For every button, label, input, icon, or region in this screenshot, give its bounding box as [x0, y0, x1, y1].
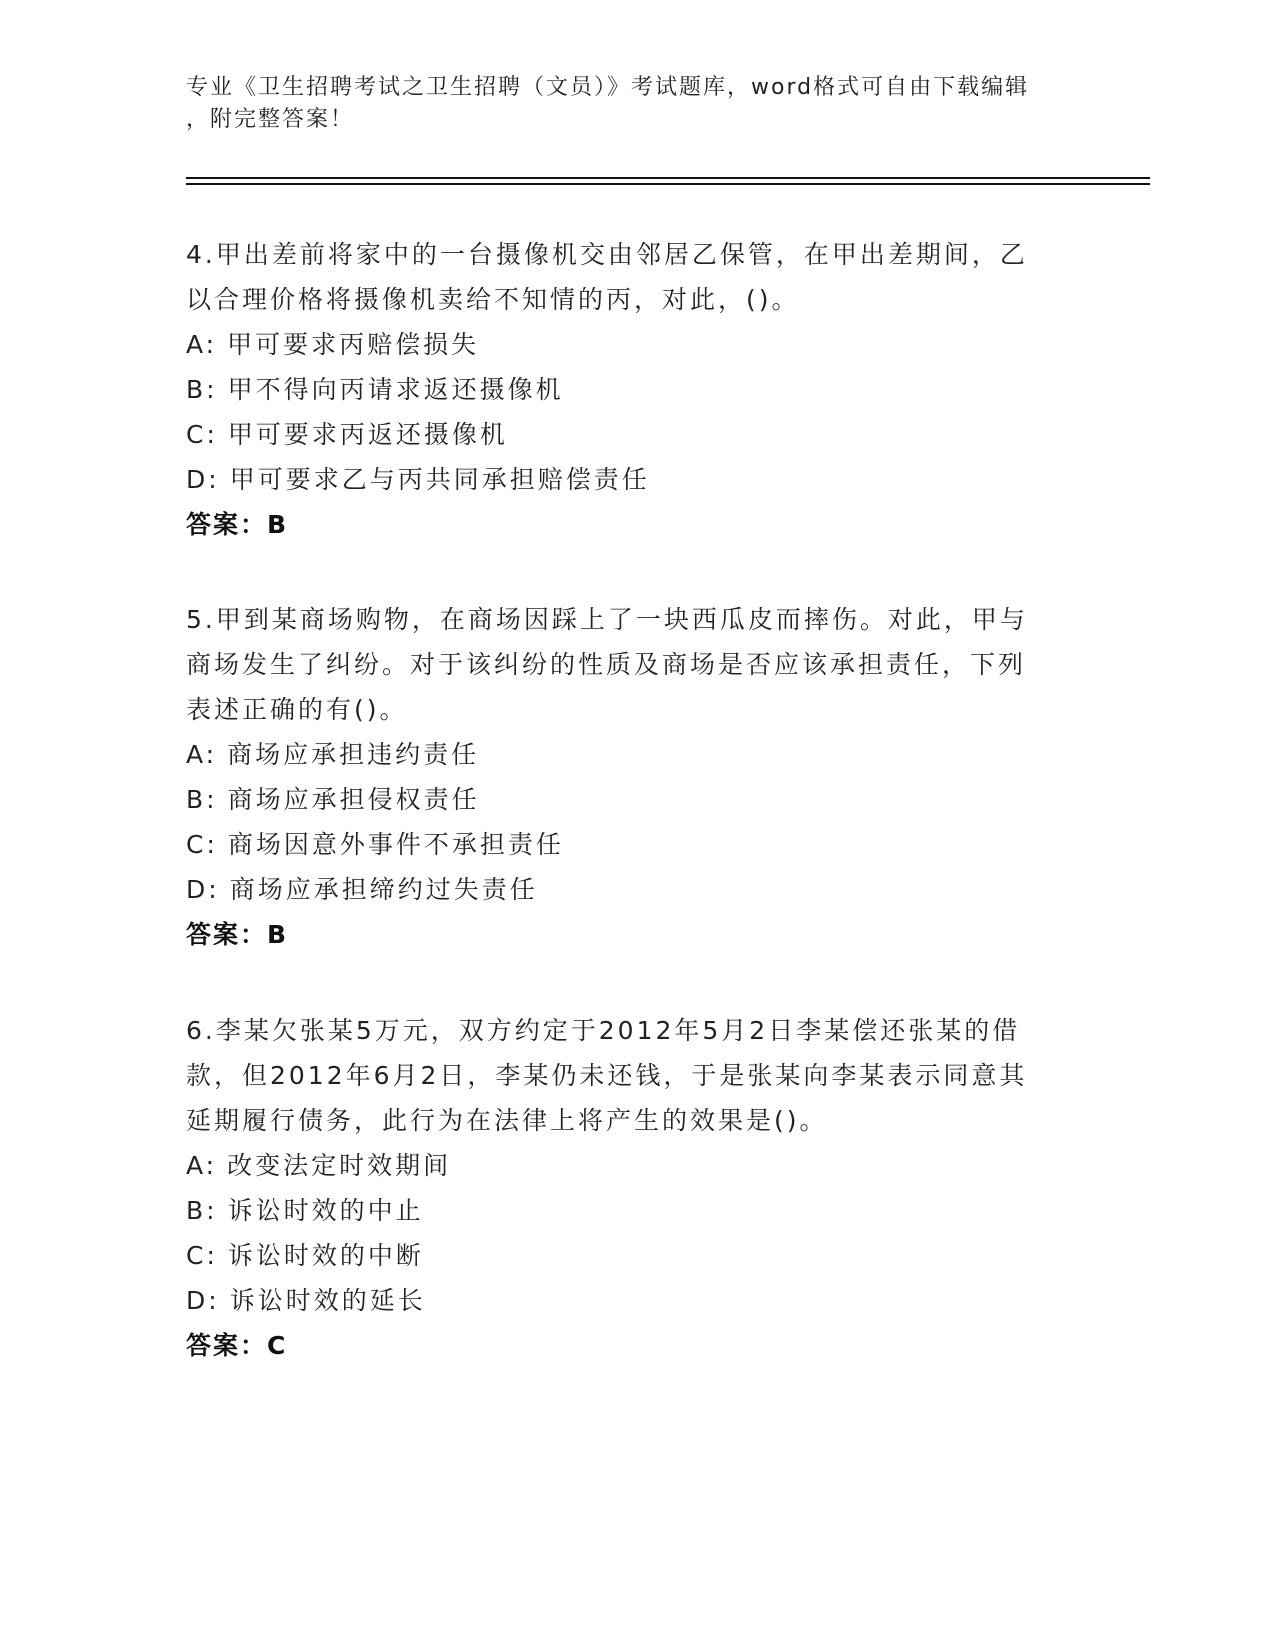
header-line-1: 专业《卫生招聘考试之卫生招聘（文员）》考试题库，word格式可自由下载编辑 — [186, 75, 1030, 100]
option-text: 甲可要求丙返还摄像机 — [227, 420, 508, 449]
option-text: 商场应承担缔约过失责任 — [229, 875, 538, 904]
option-letter: A: — [186, 1151, 218, 1180]
question-stem-line: 6.李某欠张某5万元，双方约定于2012年5月2日李某偿还张某的借 — [186, 1016, 1021, 1045]
option-text: 诉讼时效的中止 — [227, 1196, 424, 1225]
question-stem-line: 表述正确的有()。 — [186, 695, 408, 724]
option-d — [186, 457, 1086, 502]
option-letter: B: — [186, 785, 218, 814]
option-b — [186, 1188, 1086, 1233]
option-text: 商场因意外事件不承担责任 — [227, 830, 564, 859]
question-4 — [186, 232, 1086, 547]
answer-label: 答案：C — [186, 1331, 288, 1360]
option-letter: B: — [186, 375, 218, 404]
option-letter: B: — [186, 1196, 218, 1225]
question-stem-line: 商场发生了纠纷。对于该纠纷的性质及商场是否应该承担责任，下列 — [186, 650, 1027, 679]
option-a — [186, 1143, 1086, 1188]
option-text: 甲可要求乙与丙共同承担赔偿责任 — [229, 465, 650, 494]
option-letter: C: — [186, 1241, 218, 1270]
option-letter: D: — [186, 1286, 220, 1315]
option-c — [186, 822, 1086, 867]
option-text: 诉讼时效的延长 — [229, 1286, 426, 1315]
option-b — [186, 367, 1086, 412]
option-text: 诉讼时效的中断 — [227, 1241, 424, 1270]
document-header — [186, 72, 1066, 136]
option-a — [186, 322, 1086, 367]
header-line-2: ，附完整答案！ — [186, 107, 355, 132]
option-d — [186, 1278, 1086, 1323]
question-stem-line: 延期履行债务，此行为在法律上将产生的效果是()。 — [186, 1106, 828, 1135]
option-b — [186, 777, 1086, 822]
option-letter: C: — [186, 420, 218, 449]
answer-label: 答案：B — [186, 510, 289, 539]
question-stem-line: 款，但2012年6月2日，李某仍未还钱，于是张某向李某表示同意其 — [186, 1061, 1028, 1090]
question-stem-line: 5.甲到某商场购物，在商场因踩上了一块西瓜皮而摔伤。对此，甲与 — [186, 605, 1028, 634]
option-letter: A: — [186, 330, 218, 359]
option-text: 甲可要求丙赔偿损失 — [227, 330, 480, 359]
question-6 — [186, 1008, 1086, 1368]
question-stem-line: 以合理价格将摄像机卖给不知情的丙，对此，()。 — [186, 285, 800, 314]
header-divider-bottom — [186, 183, 1150, 185]
option-d — [186, 867, 1086, 912]
option-text: 改变法定时效期间 — [227, 1151, 452, 1180]
option-text: 商场应承担侵权责任 — [227, 785, 480, 814]
question-5 — [186, 597, 1086, 957]
option-letter: D: — [186, 465, 220, 494]
option-a — [186, 732, 1086, 777]
header-divider-top — [186, 177, 1150, 179]
option-letter: A: — [186, 740, 218, 769]
option-letter: C: — [186, 830, 218, 859]
answer-label: 答案：B — [186, 920, 289, 949]
option-text: 商场应承担违约责任 — [227, 740, 480, 769]
option-text: 甲不得向丙请求返还摄像机 — [227, 375, 564, 404]
question-stem-line: 4.甲出差前将家中的一台摄像机交由邻居乙保管，在甲出差期间，乙 — [186, 240, 1028, 269]
option-letter: D: — [186, 875, 220, 904]
option-c — [186, 412, 1086, 457]
option-c — [186, 1233, 1086, 1278]
